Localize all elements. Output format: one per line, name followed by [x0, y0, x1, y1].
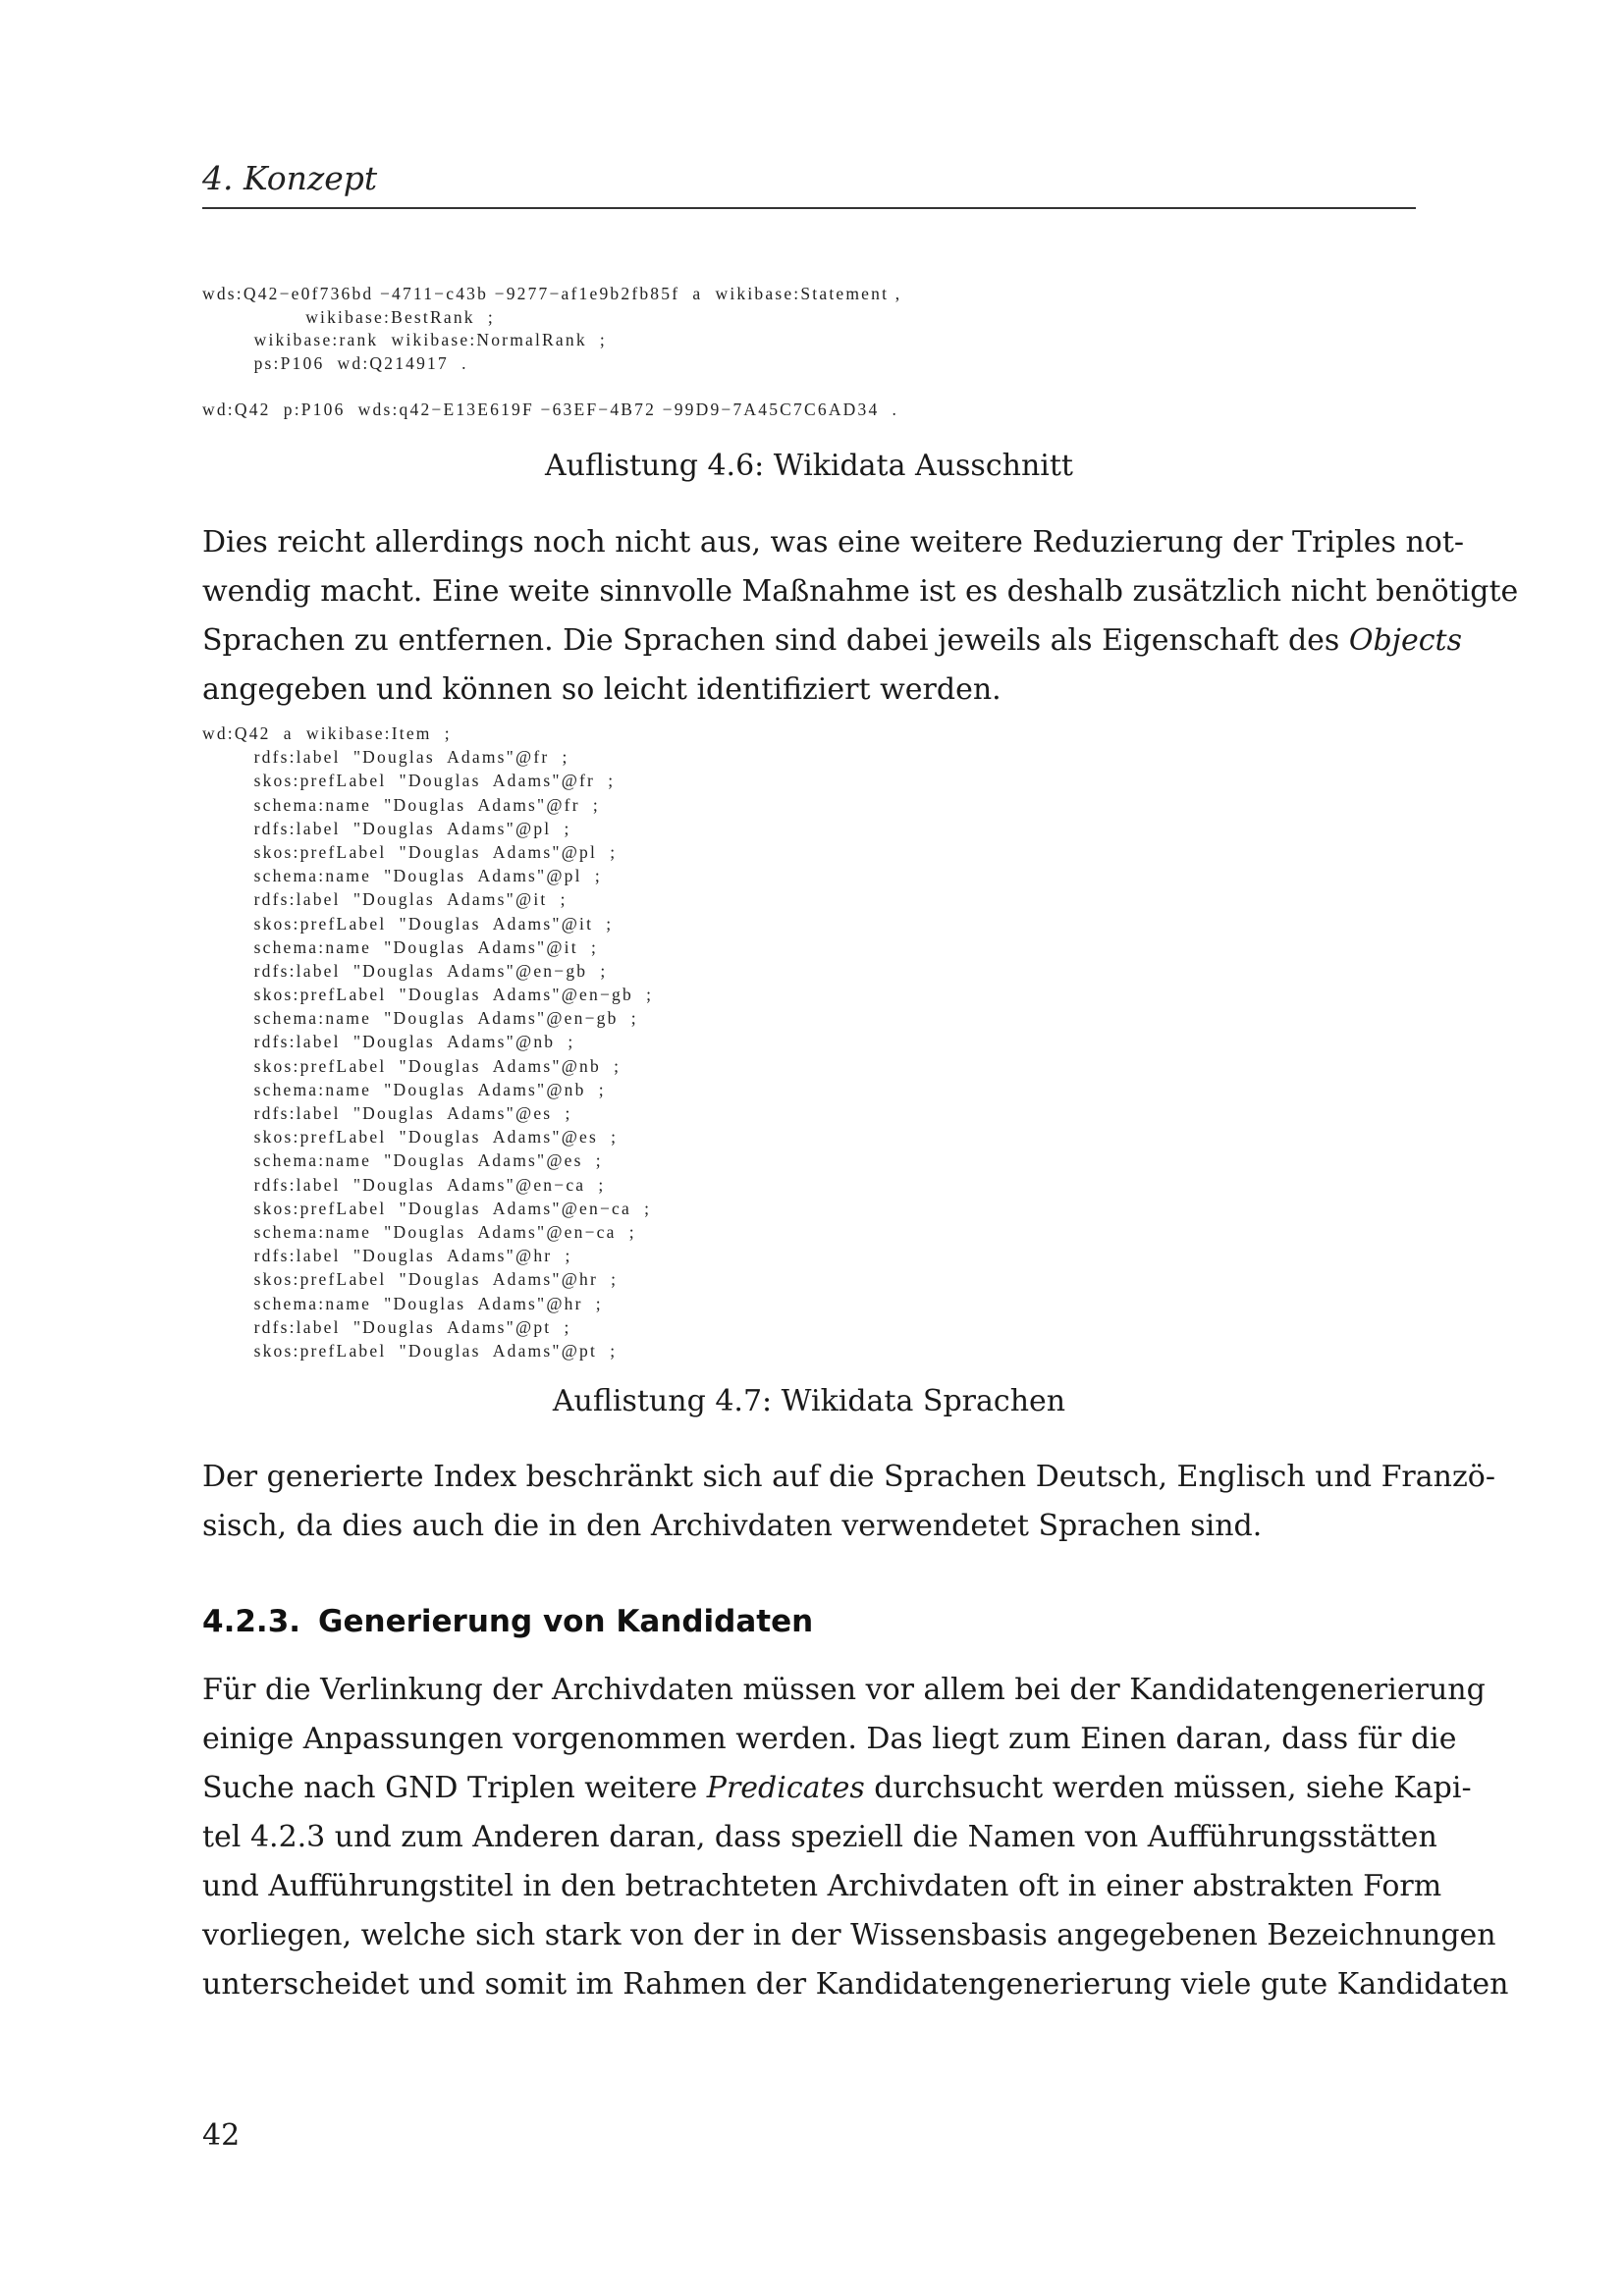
text-line: tel 4.2.3 und zum Anderen daran, dass speziell die Namen von Aufführungsstätten — [202, 1820, 1437, 1854]
code-line: skos:prefLabel "Douglas Adams"@fr ; — [202, 771, 616, 791]
paragraph — [202, 518, 1519, 715]
section-title: Generierung von Kandidaten — [318, 1604, 814, 1639]
code-line: schema:name "Douglas Adams"@en−ca ; — [202, 1221, 636, 1242]
code-line: schema:name "Douglas Adams"@hr ; — [202, 1293, 603, 1313]
text-line — [202, 1764, 1472, 1813]
text-segment: Suche nach GND Triplen weitere — [202, 1771, 707, 1805]
code-line: schema:name "Douglas Adams"@fr ; — [202, 794, 600, 815]
code-line: skos:prefLabel "Douglas Adams"@pl ; — [202, 841, 618, 862]
code-line: rdfs:label "Douglas Adams"@nb ; — [202, 1032, 575, 1052]
code-line: skos:prefLabel "Douglas Adams"@en−ca ; — [202, 1198, 652, 1218]
page-number: 42 — [202, 2118, 241, 2153]
text-segment: durchsucht werden müssen, siehe Kapi- — [864, 1771, 1472, 1805]
code-line: wd:Q42 p:P106 wds:q42−E13E619F −63EF−4B72 −99D9−7A45C7C6AD34 . — [202, 399, 899, 419]
text-line: Für die Verlinkung der Archivdaten müssen vor allem bei der Kandidatengenerierung — [202, 1673, 1486, 1707]
section-number: 4.2.3. — [202, 1604, 301, 1639]
code-line: rdfs:label "Douglas Adams"@en−ca ; — [202, 1174, 606, 1195]
code-line — [202, 375, 901, 399]
code-line: wikibase:BestRank ; — [202, 306, 495, 327]
italic-term: Predicates — [706, 1771, 865, 1805]
listing-caption: Auflistung 4.6: Wikidata Ausschnitt — [545, 449, 1073, 483]
code-line: rdfs:label "Douglas Adams"@pl ; — [202, 818, 571, 838]
code-line: skos:prefLabel "Douglas Adams"@hr ; — [202, 1269, 619, 1290]
code-line: skos:prefLabel "Douglas Adams"@nb ; — [202, 1055, 622, 1076]
text-line: angegeben und können so leicht identifiziert werden. — [202, 672, 1001, 707]
code-line: rdfs:label "Douglas Adams"@hr ; — [202, 1246, 572, 1266]
code-line: rdfs:label "Douglas Adams"@it ; — [202, 889, 568, 910]
code-line: skos:prefLabel "Douglas Adams"@it ; — [202, 913, 614, 934]
code-line: skos:prefLabel "Douglas Adams"@es ; — [202, 1127, 619, 1148]
code-line: wd:Q42 a wikibase:Item ; — [202, 723, 452, 743]
text-line: wendig macht. Eine weite sinnvolle Maßnahme ist es deshalb zusätzlich nicht benötigte — [202, 574, 1519, 609]
italic-term: Objects — [1348, 623, 1462, 658]
text-line: vorliegen, welche sich stark von der in der Wissensbasis angegebenen Bezeichnungen — [202, 1918, 1496, 1952]
code-line: rdfs:label "Douglas Adams"@es ; — [202, 1103, 572, 1123]
code-line: wds:Q42−e0f736bd −4711−c43b −9277−af1e9b2fb85f a wikibase:Statement , — [202, 284, 902, 303]
section-heading — [202, 1602, 813, 1641]
code-line: schema:name "Douglas Adams"@it ; — [202, 936, 599, 957]
running-head: 4. Konzept — [202, 159, 378, 197]
paragraph — [202, 1453, 1495, 1551]
text-line: Der generierte Index beschränkt sich auf die Sprachen Deutsch, Englisch und Franzö- — [202, 1460, 1495, 1494]
text-line: und Aufführungstitel in den betrachteten Archivdaten oft in einer abstrakten Form — [202, 1869, 1442, 1903]
code-line: ps:P106 wd:Q214917 . — [202, 352, 468, 373]
code-line: wikibase:rank wikibase:NormalRank ; — [202, 330, 607, 350]
text-line — [202, 616, 1462, 666]
code-line: skos:prefLabel "Douglas Adams"@en−gb ; — [202, 985, 654, 1005]
code-line: schema:name "Douglas Adams"@pl ; — [202, 866, 602, 886]
text-segment: Sprachen zu entfernen. Die Sprachen sind dabei jeweils als Eigenschaft des — [202, 623, 1349, 658]
code-line: rdfs:label "Douglas Adams"@pt ; — [202, 1316, 571, 1337]
text-line: Dies reicht allerdings noch nicht aus, was eine weitere Reduzierung der Triples not- — [202, 525, 1465, 560]
code-line: schema:name "Douglas Adams"@nb ; — [202, 1079, 606, 1099]
code-line: schema:name "Douglas Adams"@en−gb ; — [202, 1008, 638, 1029]
text-line: einige Anpassungen vorgenommen werden. Das liegt zum Einen daran, dass für die — [202, 1722, 1457, 1756]
code-listing-wikidata-languages — [202, 721, 653, 1362]
listing-caption: Auflistung 4.7: Wikidata Sprachen — [552, 1384, 1066, 1418]
header-rule — [202, 207, 1416, 209]
code-line: rdfs:label "Douglas Adams"@fr ; — [202, 747, 569, 768]
text-line: unterscheidet und somit im Rahmen der Kandidatengenerierung viele gute Kandidaten — [202, 1967, 1509, 2002]
paragraph — [202, 1666, 1509, 2009]
code-line: skos:prefLabel "Douglas Adams"@pt ; — [202, 1340, 618, 1361]
code-line: rdfs:label "Douglas Adams"@en−gb ; — [202, 960, 608, 981]
code-line: schema:name "Douglas Adams"@es ; — [202, 1150, 603, 1171]
text-line: sisch, da dies auch die in den Archivdaten verwendetet Sprachen sind. — [202, 1509, 1263, 1543]
code-listing-wikidata-excerpt — [202, 283, 901, 422]
